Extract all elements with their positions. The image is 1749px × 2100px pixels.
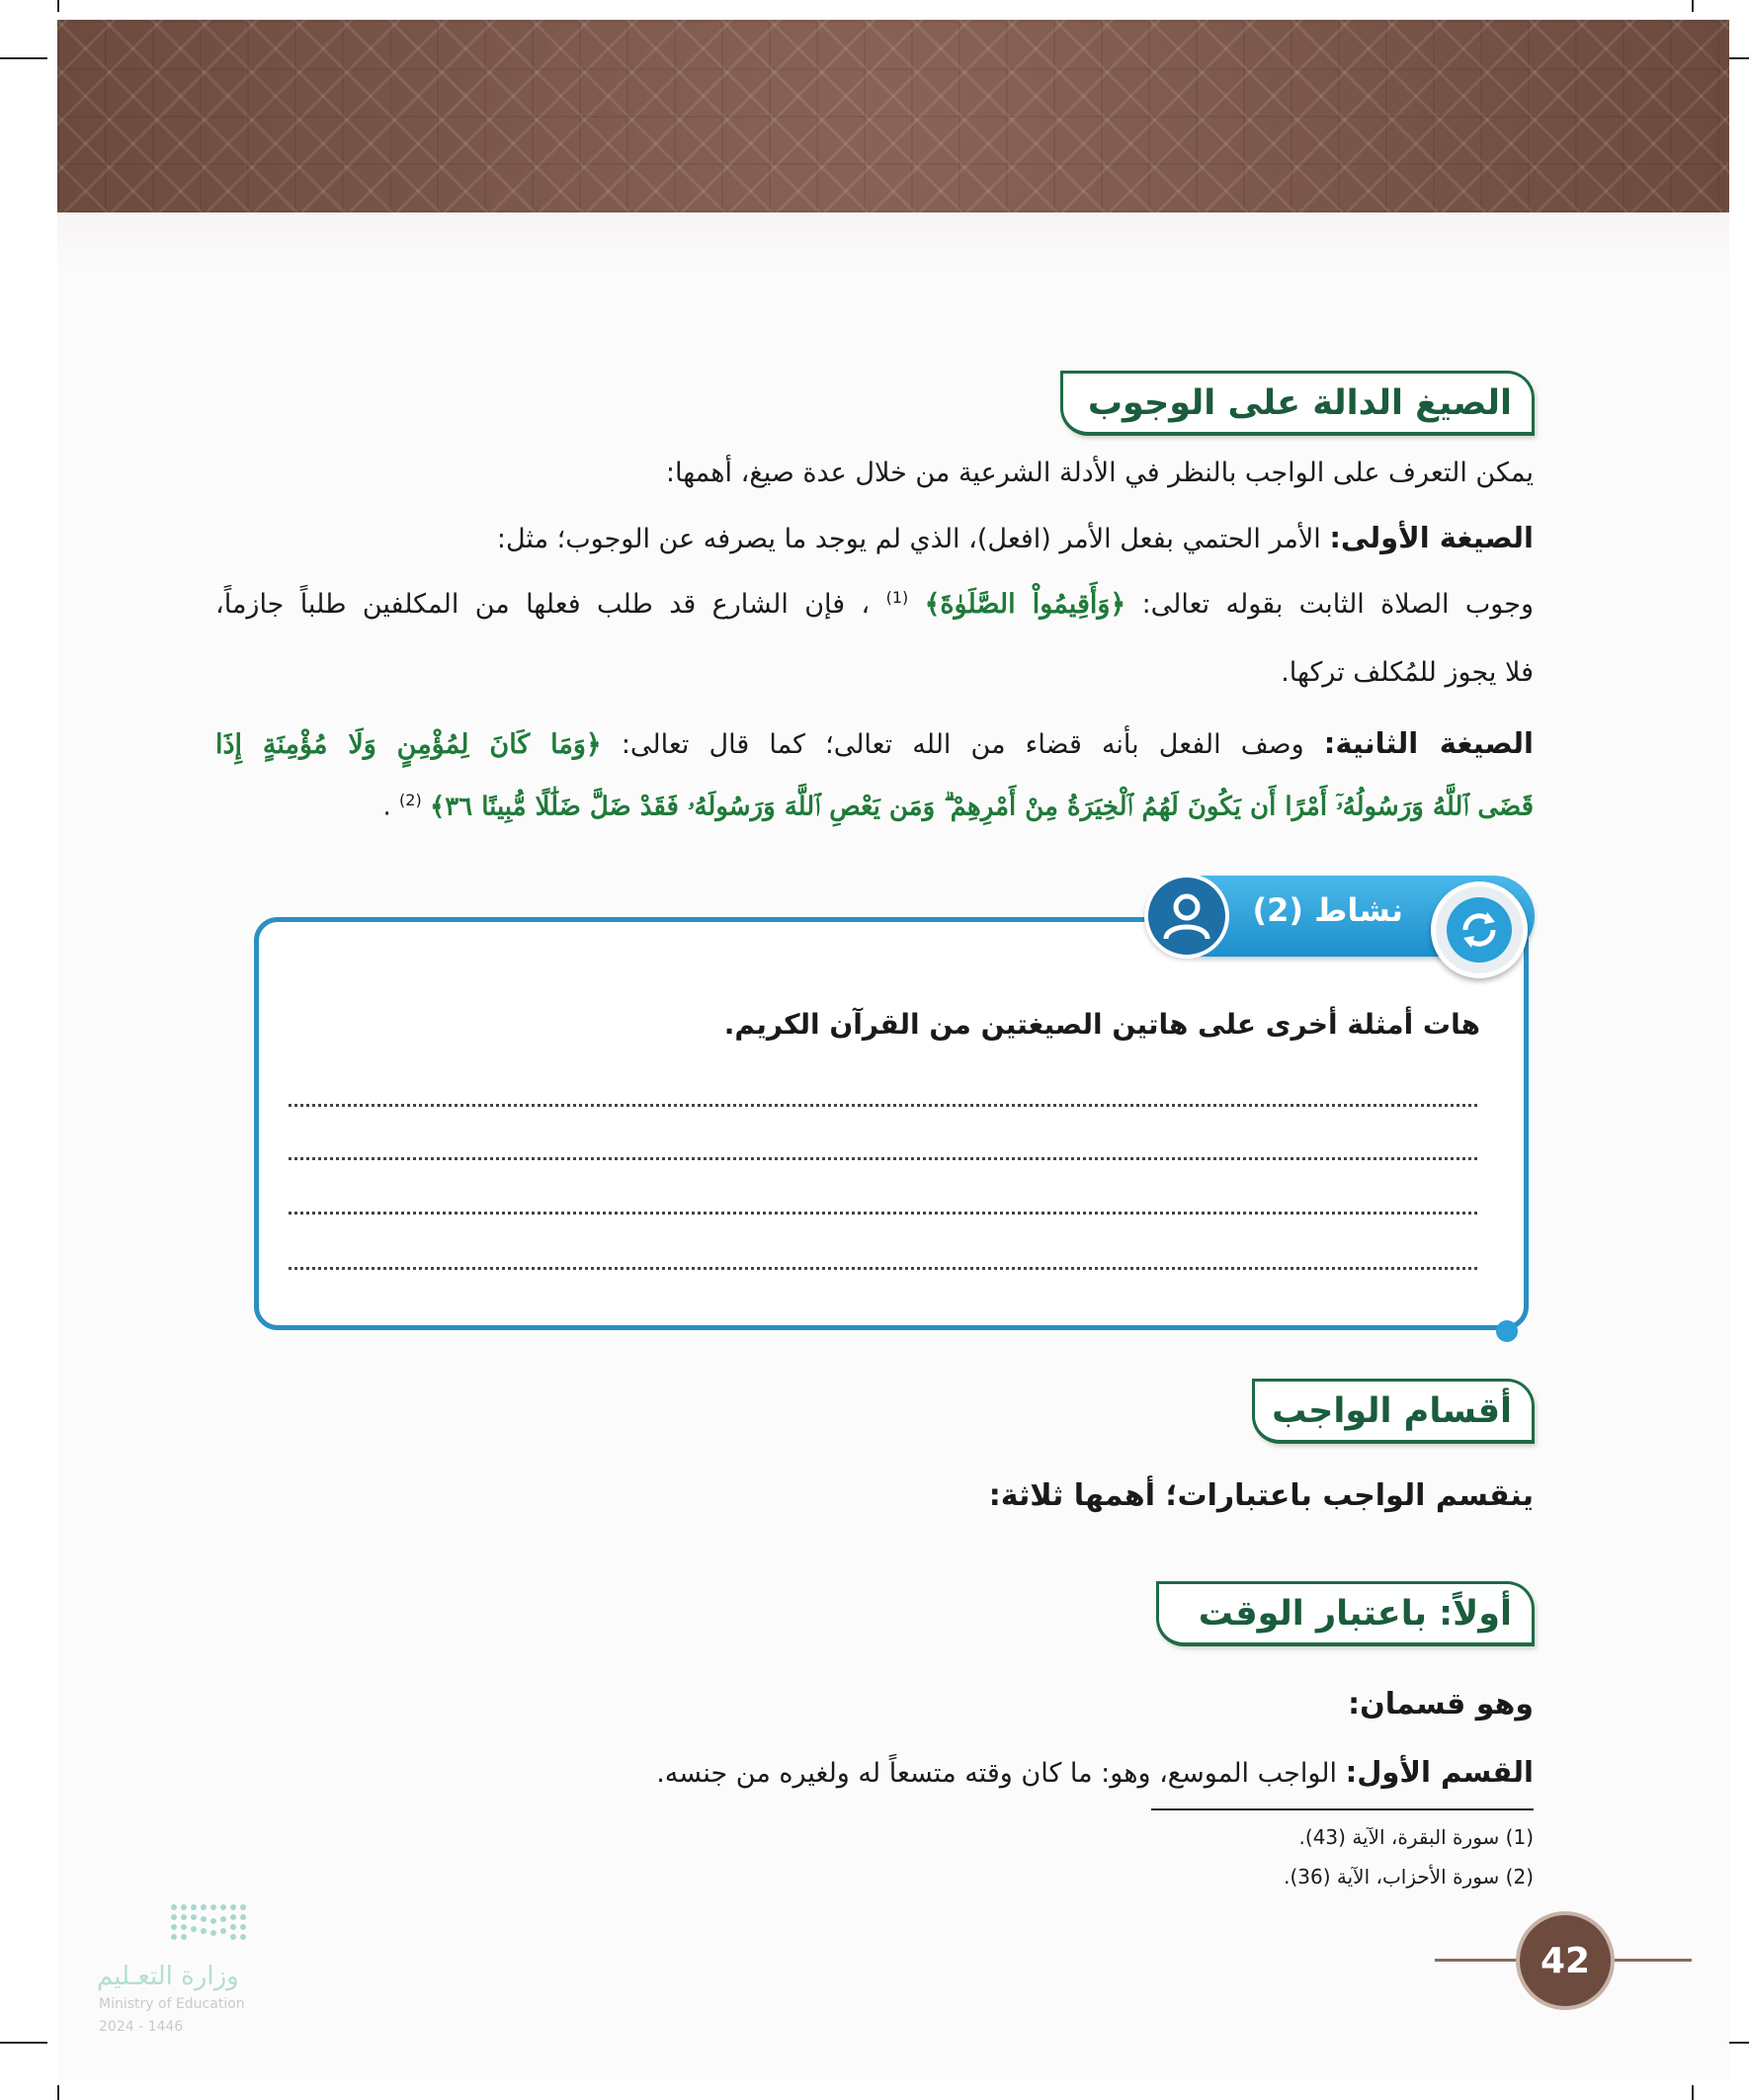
crop-mark	[0, 57, 47, 59]
activity-prompt-text: هات أمثلة أخرى على هاتين الصيغتين من القرآن الكريم.	[723, 1008, 1480, 1041]
answer-line-1[interactable]	[289, 1104, 1477, 1107]
form2-end: .	[382, 792, 391, 822]
form1-line3: فلا يجوز للمُكلف تركها.	[1281, 657, 1534, 688]
section2-intro	[989, 1478, 1534, 1514]
section-title: أقسام الواجب	[1272, 1390, 1512, 1431]
intro-text: يمكن التعرف على الواجب بالنظر في الأدلة الشرعية من خلال عدة صيغ، أهمها:	[665, 458, 1534, 488]
part1-label: القسم الأول:	[1345, 1755, 1534, 1789]
section-intro	[666, 458, 1534, 489]
activity-label: نشاط (2)	[1252, 891, 1403, 929]
crop-mark	[57, 0, 59, 12]
section3-subtitle-text: وهو قسمان:	[1348, 1687, 1534, 1722]
section3-part1	[656, 1755, 1534, 1790]
section3-subtitle	[1348, 1687, 1534, 1722]
crop-mark	[57, 2085, 59, 2100]
section2-intro-text: ينقسم الواجب باعتبارات؛ أهمها ثلاثة:	[988, 1478, 1534, 1513]
answer-line-2[interactable]	[289, 1157, 1477, 1160]
footnote-1: (1) سورة البقرة، الآية (43).	[1298, 1825, 1534, 1849]
section-header-by-time	[1156, 1581, 1535, 1646]
form1-line2-b: ، فإن الشارع قد طلب فعلها من المكلفين طلباً جازماً،	[215, 589, 871, 620]
section-title: أولاً: باعتبار الوقت	[1198, 1593, 1512, 1634]
ministry-name-en: Ministry of Education	[99, 1996, 245, 2012]
form1-line2-a: وجوب الصلاة الثابت بقوله تعالى:	[1141, 589, 1534, 620]
form1-text: الأمر الحتمي بفعل الأمر (افعل)، الذي لم يوجد ما يصرفه عن الوجوب؛ مثل:	[496, 524, 1321, 554]
page-number-rule-left	[1435, 1959, 1518, 1962]
crop-mark	[0, 2042, 47, 2044]
form2-text: وصف الفعل بأنه قضاء من الله تعالى؛ كما قال تعالى:	[621, 729, 1304, 760]
footnote-2: (2) سورة الأحزاب، الآية (36).	[1284, 1865, 1534, 1889]
user-icon	[1144, 874, 1229, 959]
form2-quran-verse-part2: قَضَى ٱللَّهُ وَرَسُولُهُۥٓ أَمْرًا أَن يَكُونَ لَهُمُ ٱلْخِيَرَةُ مِنْ أَمْرِهِمْ ۗ وَمَن يَعْصِ ٱللَّهَ وَرَسُولَهُۥ فَقَدْ ضَلَّ ضَلَٰلًا مُّبِينًا ٣٦﴾	[429, 792, 1534, 822]
footnote-separator	[1151, 1808, 1534, 1810]
section-title: الصيغ الدالة على الوجوب	[1087, 382, 1512, 423]
section-header-obligation-forms	[1060, 371, 1535, 436]
footnote-ref-2: (2)	[399, 791, 422, 809]
activity-prompt	[724, 1008, 1480, 1042]
crop-mark	[1692, 0, 1694, 12]
page-number: 42	[1516, 1911, 1615, 2010]
form1-quran-verse: ﴿وَأَقِيمُواْ الصَّلَوٰةَ﴾	[924, 589, 1126, 620]
activity-box-end-dot	[1496, 1320, 1518, 1342]
form1-conclusion	[1281, 657, 1534, 689]
answer-line-4[interactable]	[289, 1267, 1477, 1270]
form2-paragraph	[215, 726, 1534, 761]
form2-verse-line	[382, 791, 1534, 823]
decorative-banner	[57, 20, 1729, 212]
footnote-ref-1: (1)	[885, 588, 909, 607]
form1-example-line	[215, 588, 1534, 621]
ministry-year: 2024 - 1446	[99, 2019, 184, 2035]
form1-paragraph	[497, 521, 1534, 555]
form1-label: الصيغة الأولى:	[1329, 521, 1534, 554]
form2-quran-verse-part1: ﴿وَمَا كَانَ لِمُؤْمِنٍ وَلَا مُؤْمِنَةٍ إِذَا	[215, 729, 602, 760]
page-number-rule-right	[1613, 1959, 1692, 1962]
form2-label: الصيغة الثانية:	[1323, 726, 1534, 760]
crop-mark	[1692, 2085, 1694, 2100]
answer-line-3[interactable]	[289, 1212, 1477, 1215]
part1-text: الواجب الموسع، وهو: ما كان وقته متسعاً له ولغيره من جنسه.	[656, 1758, 1338, 1789]
section-header-obligation-types	[1252, 1379, 1535, 1444]
refresh-icon	[1431, 882, 1528, 978]
ministry-name-ar: وزارة التعـليم	[97, 1962, 239, 1991]
